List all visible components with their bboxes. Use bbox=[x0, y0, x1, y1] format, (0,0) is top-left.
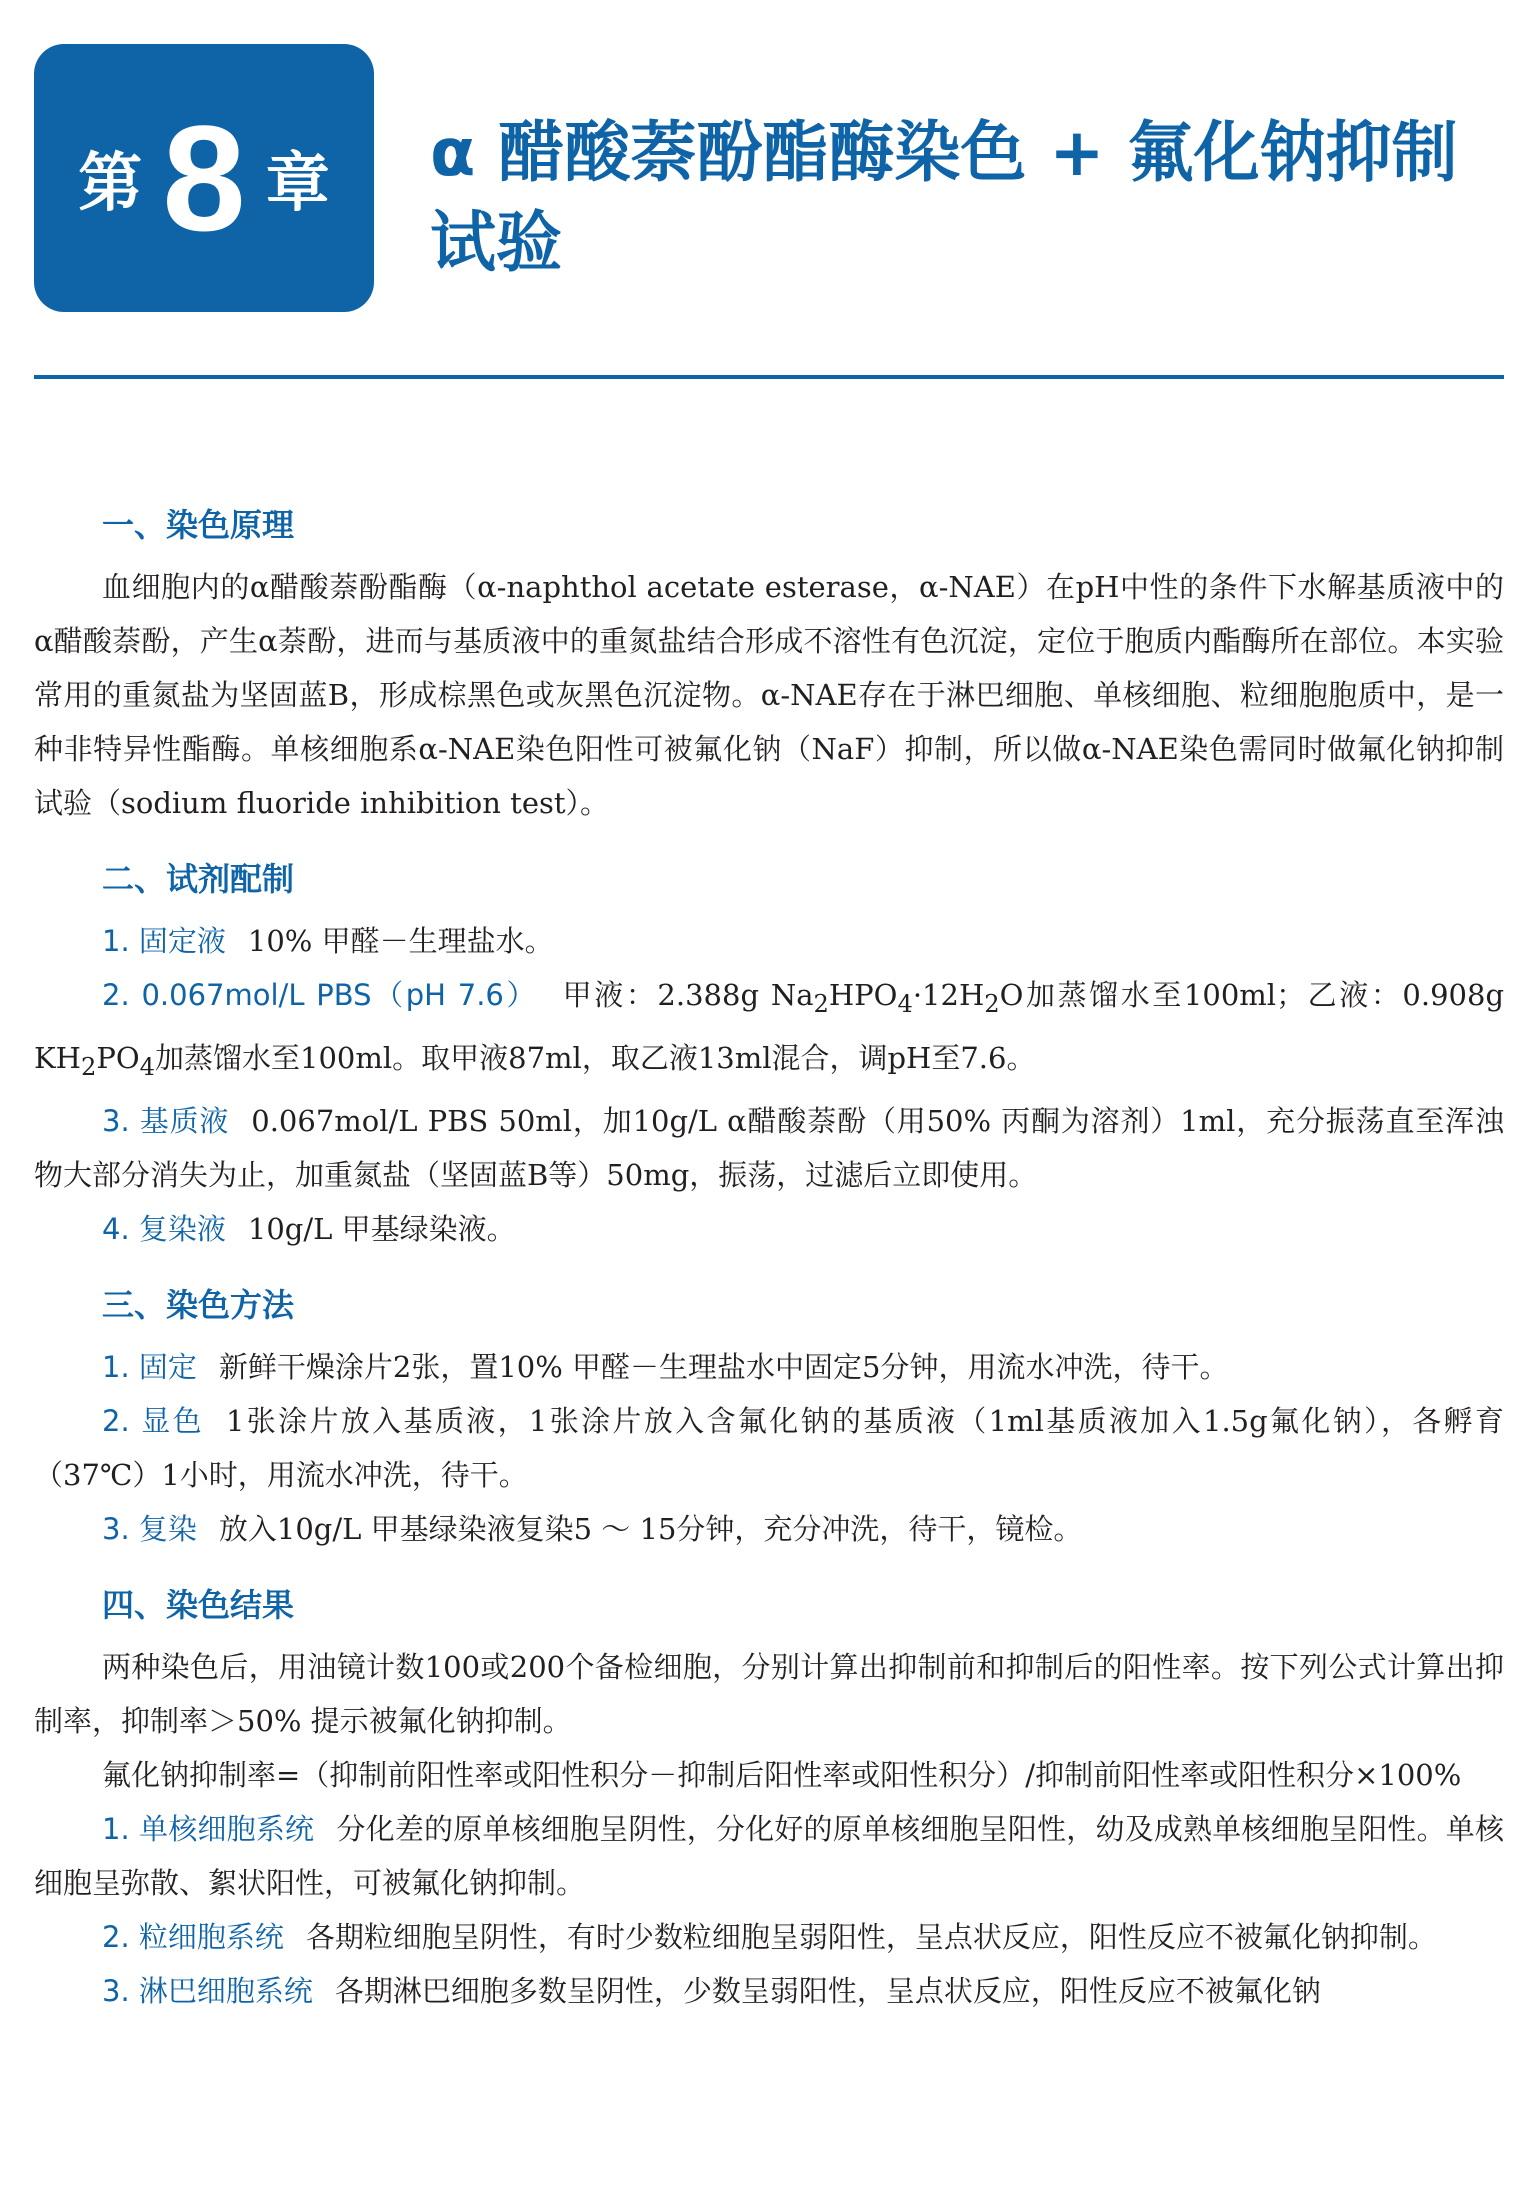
item-label: 3. 基质液 bbox=[102, 1103, 230, 1138]
item-text: O加蒸馏水至100ml；乙液：0.908g KH bbox=[34, 978, 1505, 1075]
subscript: 4 bbox=[139, 1052, 156, 1081]
item-text: 放入10g/L 甲基绿染液复染5 ～ 15分钟，充分冲洗，待干，镜检。 bbox=[218, 1511, 1083, 1546]
subscript: 2 bbox=[813, 989, 829, 1018]
item-label: 2. 粒细胞系统 bbox=[102, 1919, 284, 1954]
item-text: 1张涂片放入基质液，1张涂片放入含氟化钠的基质液（1ml基质液加入1.5g氟化钠），各孵育（37℃）1小时，用流水冲洗，待干。 bbox=[34, 1403, 1505, 1492]
chapter-badge bbox=[34, 44, 374, 312]
list-item bbox=[34, 1910, 1504, 1964]
item-text: 新鲜干燥涂片2张，置10% 甲醛－生理盐水中固定5分钟，用流水冲洗，待干。 bbox=[218, 1349, 1229, 1384]
subscript: 2 bbox=[984, 989, 1000, 1018]
chapter-prefix: 第 bbox=[78, 147, 143, 221]
list-item bbox=[34, 1394, 1504, 1502]
header-divider bbox=[34, 375, 1504, 379]
list-item bbox=[34, 1802, 1504, 1910]
results-paragraph: 两种染色后，用油镜计数100或200个备检细胞，分别计算出抑制前和抑制后的阳性率。按下列公式计算出抑制率，抑制率＞50% 提示被氟化钠抑制。 bbox=[34, 1649, 1504, 1738]
method-list bbox=[34, 1340, 1504, 1556]
section-heading-method: 三、染色方法 bbox=[102, 1285, 295, 1324]
item-label: 4. 复染液 bbox=[102, 1211, 226, 1246]
item-label: 1. 固定液 bbox=[102, 924, 226, 958]
item-text: ·12H bbox=[912, 978, 985, 1012]
section-heading-reagents: 二、试剂配制 bbox=[102, 860, 295, 898]
item-label: 2. 0.067mol/L PBS（pH 7.6） bbox=[102, 978, 539, 1012]
item-text: PO bbox=[96, 1040, 140, 1075]
section-heading-results: 四、染色结果 bbox=[102, 1585, 295, 1624]
item-text: 加蒸馏水至100ml。取甲液87ml，取乙液13ml混合，调pH至7.6。 bbox=[155, 1040, 1036, 1075]
section-heading-principle: 一、染色原理 bbox=[102, 506, 295, 544]
item-label: 1. 固定 bbox=[102, 1349, 197, 1384]
page-content bbox=[34, 500, 1504, 2018]
chapter-suffix: 章 bbox=[265, 147, 330, 221]
list-item bbox=[34, 1094, 1504, 1202]
item-label: 2. 显色 bbox=[102, 1403, 204, 1438]
chapter-title: α 醋酸萘酚酯酶染色 + 氟化钠抑制试验 bbox=[430, 114, 1458, 281]
list-item bbox=[34, 1964, 1504, 2018]
principle-paragraph: 血细胞内的α醋酸萘酚酯酶（α-naphthol acetate esterase，α-NAE）在pH中性的条件下水解基质液中的α醋酸萘酚，产生α萘酚，进而与基质液中的重氮盐结合形成不溶性有色沉淀，定位于胞质内酯酶所在部位。本实验常用的重氮盐为坚固蓝B，形成棕黑色或灰黑色沉淀物。α-NAE存在于淋巴细胞、单核细胞、粒细胞胞质中，是一种非特异性酯酶。单核细胞系α-NAE染色阳性可被氟化钠（NaF）抑制，所以做α-NAE染色需同时做氟化钠抑制试验（sodium fluoride inhibition test）。 bbox=[34, 570, 1504, 820]
item-label: 3. 淋巴细胞系统 bbox=[102, 1973, 313, 2008]
list-item bbox=[34, 914, 1504, 968]
item-text: 0.067mol/L PBS 50ml，加10g/L α醋酸萘酚（用50% 丙酮为溶剂）1ml，充分振荡直至浑浊物大部分消失为止，加重氮盐（坚固蓝B等）50mg，振荡，过滤后立即使用。 bbox=[34, 1103, 1505, 1192]
item-text: 10% 甲醛－生理盐水。 bbox=[247, 924, 554, 958]
results-list bbox=[34, 1802, 1504, 2018]
item-text: 10g/L 甲基绿染液。 bbox=[247, 1211, 516, 1246]
item-text: 甲液：2.388g Na bbox=[560, 978, 814, 1012]
item-text: 各期粒细胞呈阴性，有时少数粒细胞呈弱阳性，呈点状反应，阳性反应不被氟化钠抑制。 bbox=[305, 1919, 1437, 1954]
list-item bbox=[34, 1202, 1504, 1256]
item-text: HPO bbox=[828, 978, 898, 1012]
formula-paragraph: 氟化钠抑制率=（抑制前阳性率或阳性积分－抑制后阳性率或阳性积分）/抑制前阳性率或阳性积分×100% bbox=[102, 1757, 1462, 1792]
item-label: 3. 复染 bbox=[102, 1511, 197, 1546]
reagent-list bbox=[34, 914, 1504, 1256]
subscript: 4 bbox=[897, 989, 913, 1018]
list-item bbox=[34, 1340, 1504, 1394]
item-text: 各期淋巴细胞多数呈阴性，少数呈弱阳性，呈点状反应，阳性反应不被氟化钠 bbox=[334, 1973, 1321, 2008]
subscript: 2 bbox=[80, 1052, 97, 1081]
list-item bbox=[34, 1502, 1504, 1556]
list-item bbox=[34, 968, 1504, 1094]
item-label: 1. 单核细胞系统 bbox=[102, 1811, 315, 1846]
item-text: 分化差的原单核细胞呈阴性，分化好的原单核细胞呈阳性，幼及成熟单核细胞呈阳性。单核细胞呈弥散、絮状阳性，可被氟化钠抑制。 bbox=[34, 1811, 1504, 1900]
chapter-number: 8 bbox=[162, 94, 246, 262]
